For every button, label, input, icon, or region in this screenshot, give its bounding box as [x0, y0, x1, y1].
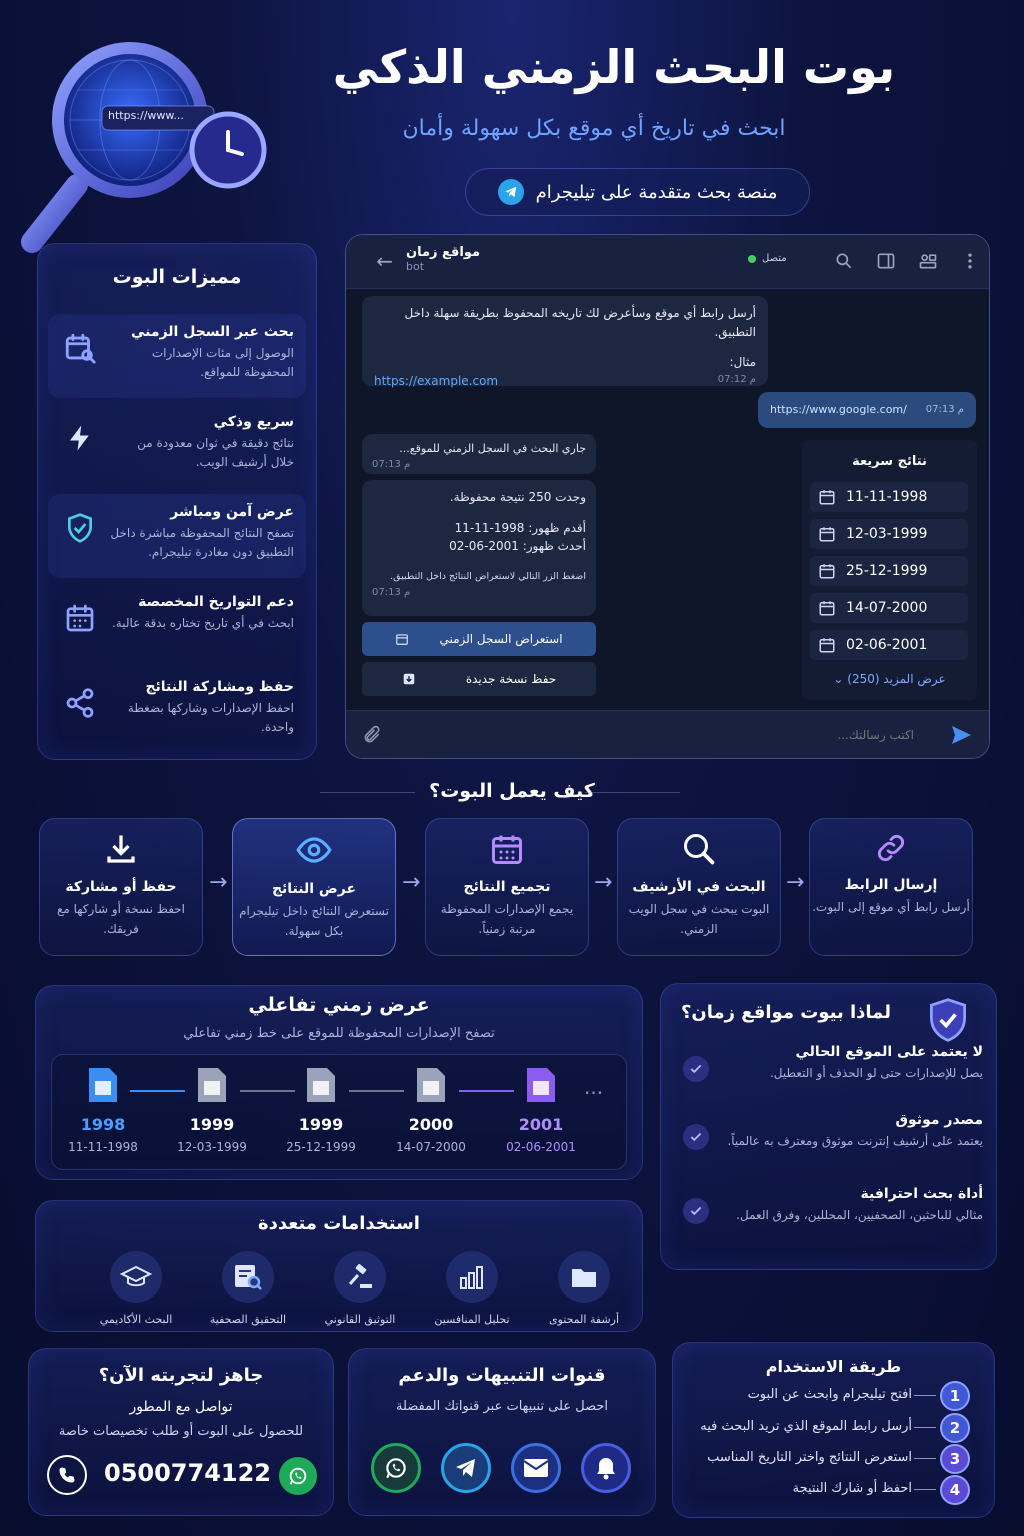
page-title: بوت البحث الزمني الذكي: [332, 40, 896, 94]
calendar-icon: [818, 525, 836, 543]
timeline-year: 1998: [80, 1115, 126, 1134]
show-more-link[interactable]: [802, 672, 977, 686]
lightning-icon: [60, 418, 100, 458]
user-link[interactable]: https://www.google.com/: [770, 403, 907, 417]
step-title: عرض النتائج: [271, 881, 357, 897]
timeline-item-2001[interactable]: [491, 1065, 591, 1154]
result-count: وجدت 250 نتيجة محفوظة.: [449, 490, 586, 504]
step-save-share: [39, 818, 203, 956]
feature-item-fast: [48, 404, 306, 488]
timeline-item-1998[interactable]: [53, 1065, 153, 1154]
calendar-search-icon: [60, 328, 100, 368]
feature-item-secure: [48, 494, 306, 578]
use-item: [416, 1251, 528, 1326]
message-example-label: مثال:: [729, 355, 756, 370]
step-desc: أرسل رابط أي موقع إلى البوت.: [812, 900, 970, 914]
document-icon: [304, 1065, 338, 1105]
bot-message-searching: [362, 434, 596, 474]
platform-label: منصة بحث متقدمة على تيليجرام: [535, 181, 778, 203]
quick-results-panel: [802, 440, 977, 700]
telegram-icon[interactable]: [441, 1443, 491, 1493]
quick-date-text: 14-07-2000: [846, 600, 928, 616]
document-icon: [86, 1065, 120, 1105]
use-item: [304, 1251, 416, 1326]
alerts-desc: احصل على تنبيهات عبر قنواتك المفضلة: [395, 1399, 608, 1414]
feature-title: دعم التواريخ المخصصة: [138, 594, 294, 610]
telegram-icon: [498, 179, 524, 205]
download-icon: [103, 831, 139, 867]
timeline-item-1999a[interactable]: [162, 1065, 262, 1154]
calendar-icon: [60, 598, 100, 638]
timeline-year: 2001: [518, 1115, 564, 1134]
share-icon: [60, 683, 100, 723]
attach-icon[interactable]: [362, 725, 382, 745]
step-title: حفظ أو مشاركة: [65, 879, 177, 895]
bar-chart-icon: [446, 1251, 498, 1303]
platform-badge: [465, 168, 810, 216]
message-input[interactable]: [394, 723, 914, 747]
message-text: جاري البحث في السجل الزمني للموقع...: [399, 442, 586, 455]
example-link[interactable]: https://example.com: [374, 373, 499, 388]
newest-date: أحدث ظهور: 2001-06-02: [449, 539, 586, 554]
why-panel: [660, 983, 997, 1270]
message-time: 07:13 م: [925, 404, 964, 416]
why-item-desc: يعتمد على أرشيف إنترنت موثوق ومعترف به عالمياً.: [727, 1134, 983, 1148]
timeline-date: 25-12-1999: [286, 1140, 356, 1154]
usage-step-text: أرسل رابط الموقع الذي تريد البحث فيه: [700, 1419, 912, 1434]
timeline-panel: [35, 985, 643, 1180]
chevron-down-icon: ⌄: [833, 672, 844, 686]
save-copy-button[interactable]: [362, 662, 596, 696]
whatsapp-icon[interactable]: [279, 1457, 317, 1495]
step-number: 1: [940, 1381, 970, 1411]
bell-icon[interactable]: [581, 1443, 631, 1493]
step-title: تجميع النتائج: [463, 879, 551, 895]
why-item: [683, 1044, 983, 1084]
timeline-year: 1999: [298, 1115, 344, 1134]
cta-line2: للحصول على البوت أو طلب تخصيصات خاصة: [58, 1424, 304, 1439]
gavel-icon: [334, 1251, 386, 1303]
why-item-desc: مثالي للباحثين، الصحفيين، المحللين، وفرق العمل.: [736, 1208, 983, 1222]
divider: [914, 1489, 936, 1490]
usage-title: طريقة الاستخدام: [765, 1357, 902, 1376]
uses-title: استخدامات متعددة: [258, 1213, 420, 1234]
cta-line1: تواصل مع المطور: [129, 1399, 233, 1415]
usage-step-text: استعرض النتائج واختر التاريخ المناسب: [707, 1450, 912, 1465]
use-label: أرشفة المحتوى: [548, 1313, 620, 1326]
divider: [914, 1427, 936, 1428]
show-more-label: عرض المزيد (250): [847, 672, 946, 686]
use-item: [80, 1251, 192, 1326]
newspaper-search-icon: [222, 1251, 274, 1303]
quick-results-title: نتائج سريعة: [852, 454, 927, 469]
timeline-year: 2000: [408, 1115, 454, 1134]
quick-date-text: 02-06-2001: [846, 637, 928, 653]
cta-panel: [28, 1348, 334, 1516]
use-label: التحقيق الصحفية: [209, 1313, 287, 1326]
step-send-link: [809, 818, 973, 956]
bot-message-intro: [362, 296, 768, 386]
graduation-cap-icon: [110, 1251, 162, 1303]
why-item-title: لا يعتمد على الموقع الحالي: [795, 1044, 983, 1060]
calendar-grid-icon: [489, 831, 525, 867]
use-label: تحليل المنافسين: [434, 1313, 510, 1326]
timeline-item-2000[interactable]: [381, 1065, 481, 1154]
step-collect-results: [425, 818, 589, 956]
group-icon[interactable]: [918, 251, 938, 271]
why-item-title: أداة بحث احترافية: [860, 1186, 983, 1202]
calendar-icon: [395, 632, 409, 646]
document-icon: [195, 1065, 229, 1105]
back-arrow-icon[interactable]: ←: [376, 249, 393, 273]
logo-magnifier-globe-icon: [12, 20, 272, 255]
message-time: 07:13 م: [372, 586, 411, 598]
sidebar-toggle-icon[interactable]: [876, 251, 896, 271]
chat-sub: bot: [406, 260, 425, 273]
timeline-track: [51, 1054, 627, 1170]
timeline-date: 12-03-1999: [177, 1140, 247, 1154]
cta-title: جاهز لتجربته الآن؟: [98, 1365, 264, 1386]
why-item: [683, 1112, 983, 1152]
folder-icon: [558, 1251, 610, 1303]
whatsapp-icon[interactable]: [371, 1443, 421, 1493]
online-status: [748, 253, 787, 264]
quick-date-item[interactable]: [810, 556, 968, 586]
alerts-title: قنوات التنبيهات والدعم: [398, 1365, 606, 1386]
message-time: 07:12 م: [717, 373, 756, 385]
feature-item-custom-dates: [48, 584, 306, 668]
calendar-icon: [818, 488, 836, 506]
use-item: [528, 1251, 640, 1326]
view-timeline-button[interactable]: [362, 622, 596, 656]
quick-date-item[interactable]: [810, 482, 968, 512]
step-desc: احفظ نسخة أو شاركها مع فريقك.: [56, 902, 186, 937]
link-icon: [874, 831, 908, 865]
phone-icon[interactable]: [47, 1455, 87, 1495]
timeline-date: 14-07-2000: [396, 1140, 466, 1154]
why-item-desc: يصل للإصدارات حتى لو الحذف أو التعطيل.: [769, 1066, 983, 1080]
user-message: [758, 392, 976, 428]
chat-name: مواقع زمان: [406, 245, 481, 260]
alerts-panel: [348, 1348, 656, 1516]
bot-message-results: [362, 480, 596, 616]
step-desc: تستعرض النتائج داخل تيليجرام بكل سهولة.: [239, 904, 389, 939]
calendar-icon: [818, 636, 836, 654]
timeline-more[interactable]: ...: [584, 1075, 604, 1099]
send-icon[interactable]: [949, 723, 973, 747]
timeline-date: 02-06-2001: [506, 1140, 576, 1154]
step-desc: البوت يبحث في سجل الويب الزمني.: [628, 902, 770, 937]
arrow-icon: →: [594, 870, 613, 895]
feature-title: بحث عبر السجل الزمني: [131, 324, 294, 340]
uses-panel: [35, 1200, 643, 1332]
results-hint: اضغط الزر التالي لاستعراض النتائج داخل التطبيق.: [390, 570, 586, 582]
arrow-icon: →: [402, 870, 421, 895]
status-text: متصل: [762, 253, 787, 264]
divider: [914, 1395, 936, 1396]
feature-title: عرض آمن ومباشر: [170, 504, 294, 520]
calendar-icon: [818, 599, 836, 617]
why-item: [683, 1186, 983, 1226]
calendar-icon: [818, 562, 836, 580]
arrow-icon: →: [786, 870, 805, 895]
use-item: [192, 1251, 304, 1326]
usage-step-text: افتح تيليجرام وابحث عن البوت: [747, 1387, 912, 1402]
button-label: حفظ نسخة جديدة: [465, 672, 557, 686]
usage-step-text: احفظ أو شارك النتيجة: [792, 1481, 912, 1496]
chat-input-bar: [346, 710, 989, 758]
timeline-date: 11-11-1998: [68, 1140, 138, 1154]
use-label: التوثيق القانوني: [324, 1313, 396, 1326]
page-subtitle: ابحث في تاريخ أي موقع بكل سهولة وأمان: [402, 116, 786, 141]
document-icon: [524, 1065, 558, 1105]
feature-desc: تصفح النتائج المحفوظة مباشرة داخل التطبيق دون مغادرة تيليجرام.: [110, 526, 294, 560]
chat-messages: [346, 290, 989, 710]
online-dot-icon: [748, 255, 756, 263]
feature-title: حفظ ومشاركة النتائج: [145, 679, 294, 695]
logo-url-text: https://www...: [108, 109, 184, 122]
step-number: 3: [940, 1444, 970, 1474]
telegram-chat-window: [345, 234, 990, 759]
step-search-archive: [617, 818, 781, 956]
feature-desc: نتائج دقيقة في ثوان معدودة من خلال أرشيف الويب.: [137, 436, 294, 470]
features-title: مميزات البوت: [112, 266, 242, 288]
more-vertical-icon[interactable]: [960, 251, 980, 271]
step-view-results: [232, 818, 396, 956]
feature-desc: ابحث في أي تاريخ تختاره بدقة عالية.: [111, 616, 294, 630]
how-it-works-title: كيف يعمل البوت؟: [429, 780, 595, 802]
timeline-title: عرض زمني تفاعلي: [248, 994, 430, 1016]
quick-date-text: 12-03-1999: [846, 526, 928, 542]
divider: [320, 792, 415, 793]
feature-desc: الوصول إلى مئات الإصدارات المحفوظة للمواقع.: [151, 346, 294, 380]
message-text: أرسل رابط أي موقع وسأعرض لك تاريخه المحفوظ بطريقة سهلة داخل التطبيق.: [404, 306, 756, 339]
feature-desc: احفظ الإصدارات وشاركها بضغطة واحدة.: [127, 701, 294, 735]
check-icon: [683, 1056, 709, 1082]
message-time: 07:13 م: [372, 459, 411, 471]
timeline-year: 1999: [189, 1115, 235, 1134]
step-desc: يجمع الإصدارات المحفوظة مرتبة زمنياً.: [440, 902, 574, 937]
step-title: البحث في الأرشيف: [632, 879, 766, 895]
arrow-icon: →: [209, 870, 228, 895]
download-icon: [402, 672, 416, 686]
quick-date-item[interactable]: [810, 593, 968, 623]
features-panel: [37, 243, 317, 760]
shield-check-icon: [925, 996, 971, 1048]
search-icon[interactable]: [834, 251, 854, 271]
quick-date-text: 11-11-1998: [846, 489, 928, 505]
oldest-date: أقدم ظهور: 1998-11-11: [454, 520, 586, 535]
timeline-item-1999b[interactable]: [271, 1065, 371, 1154]
use-label: البحث الأكاديمي: [99, 1313, 173, 1326]
feature-item-save-share: [48, 669, 306, 753]
quick-date-item[interactable]: [810, 630, 968, 660]
eye-icon: [295, 831, 333, 869]
why-title: لماذا بيوت مواقع زمان؟: [680, 1002, 891, 1023]
check-icon: [683, 1124, 709, 1150]
document-icon: [414, 1065, 448, 1105]
usage-panel: [672, 1342, 995, 1518]
shield-check-icon: [60, 508, 100, 548]
check-icon: [683, 1198, 709, 1224]
divider: [585, 792, 680, 793]
quick-date-item[interactable]: [810, 519, 968, 549]
step-number: 4: [940, 1475, 970, 1505]
step-number: 2: [940, 1413, 970, 1443]
step-title: إرسال الرابط: [844, 877, 938, 893]
chat-header: [346, 235, 989, 289]
search-icon: [681, 831, 717, 867]
feature-title: سريع وذكي: [213, 414, 294, 430]
mail-icon[interactable]: [511, 1443, 561, 1493]
timeline-subtitle: تصفح الإصدارات المحفوظة للموقع على خط زمني تفاعلي: [183, 1026, 495, 1041]
feature-item-timeline-search: [48, 314, 306, 398]
button-label: استعراض السجل الزمني: [439, 632, 563, 646]
phone-number[interactable]: 0500774122: [104, 1459, 271, 1487]
why-item-title: مصدر موثوق: [895, 1112, 983, 1128]
divider: [914, 1458, 936, 1459]
quick-date-text: 25-12-1999: [846, 563, 928, 579]
